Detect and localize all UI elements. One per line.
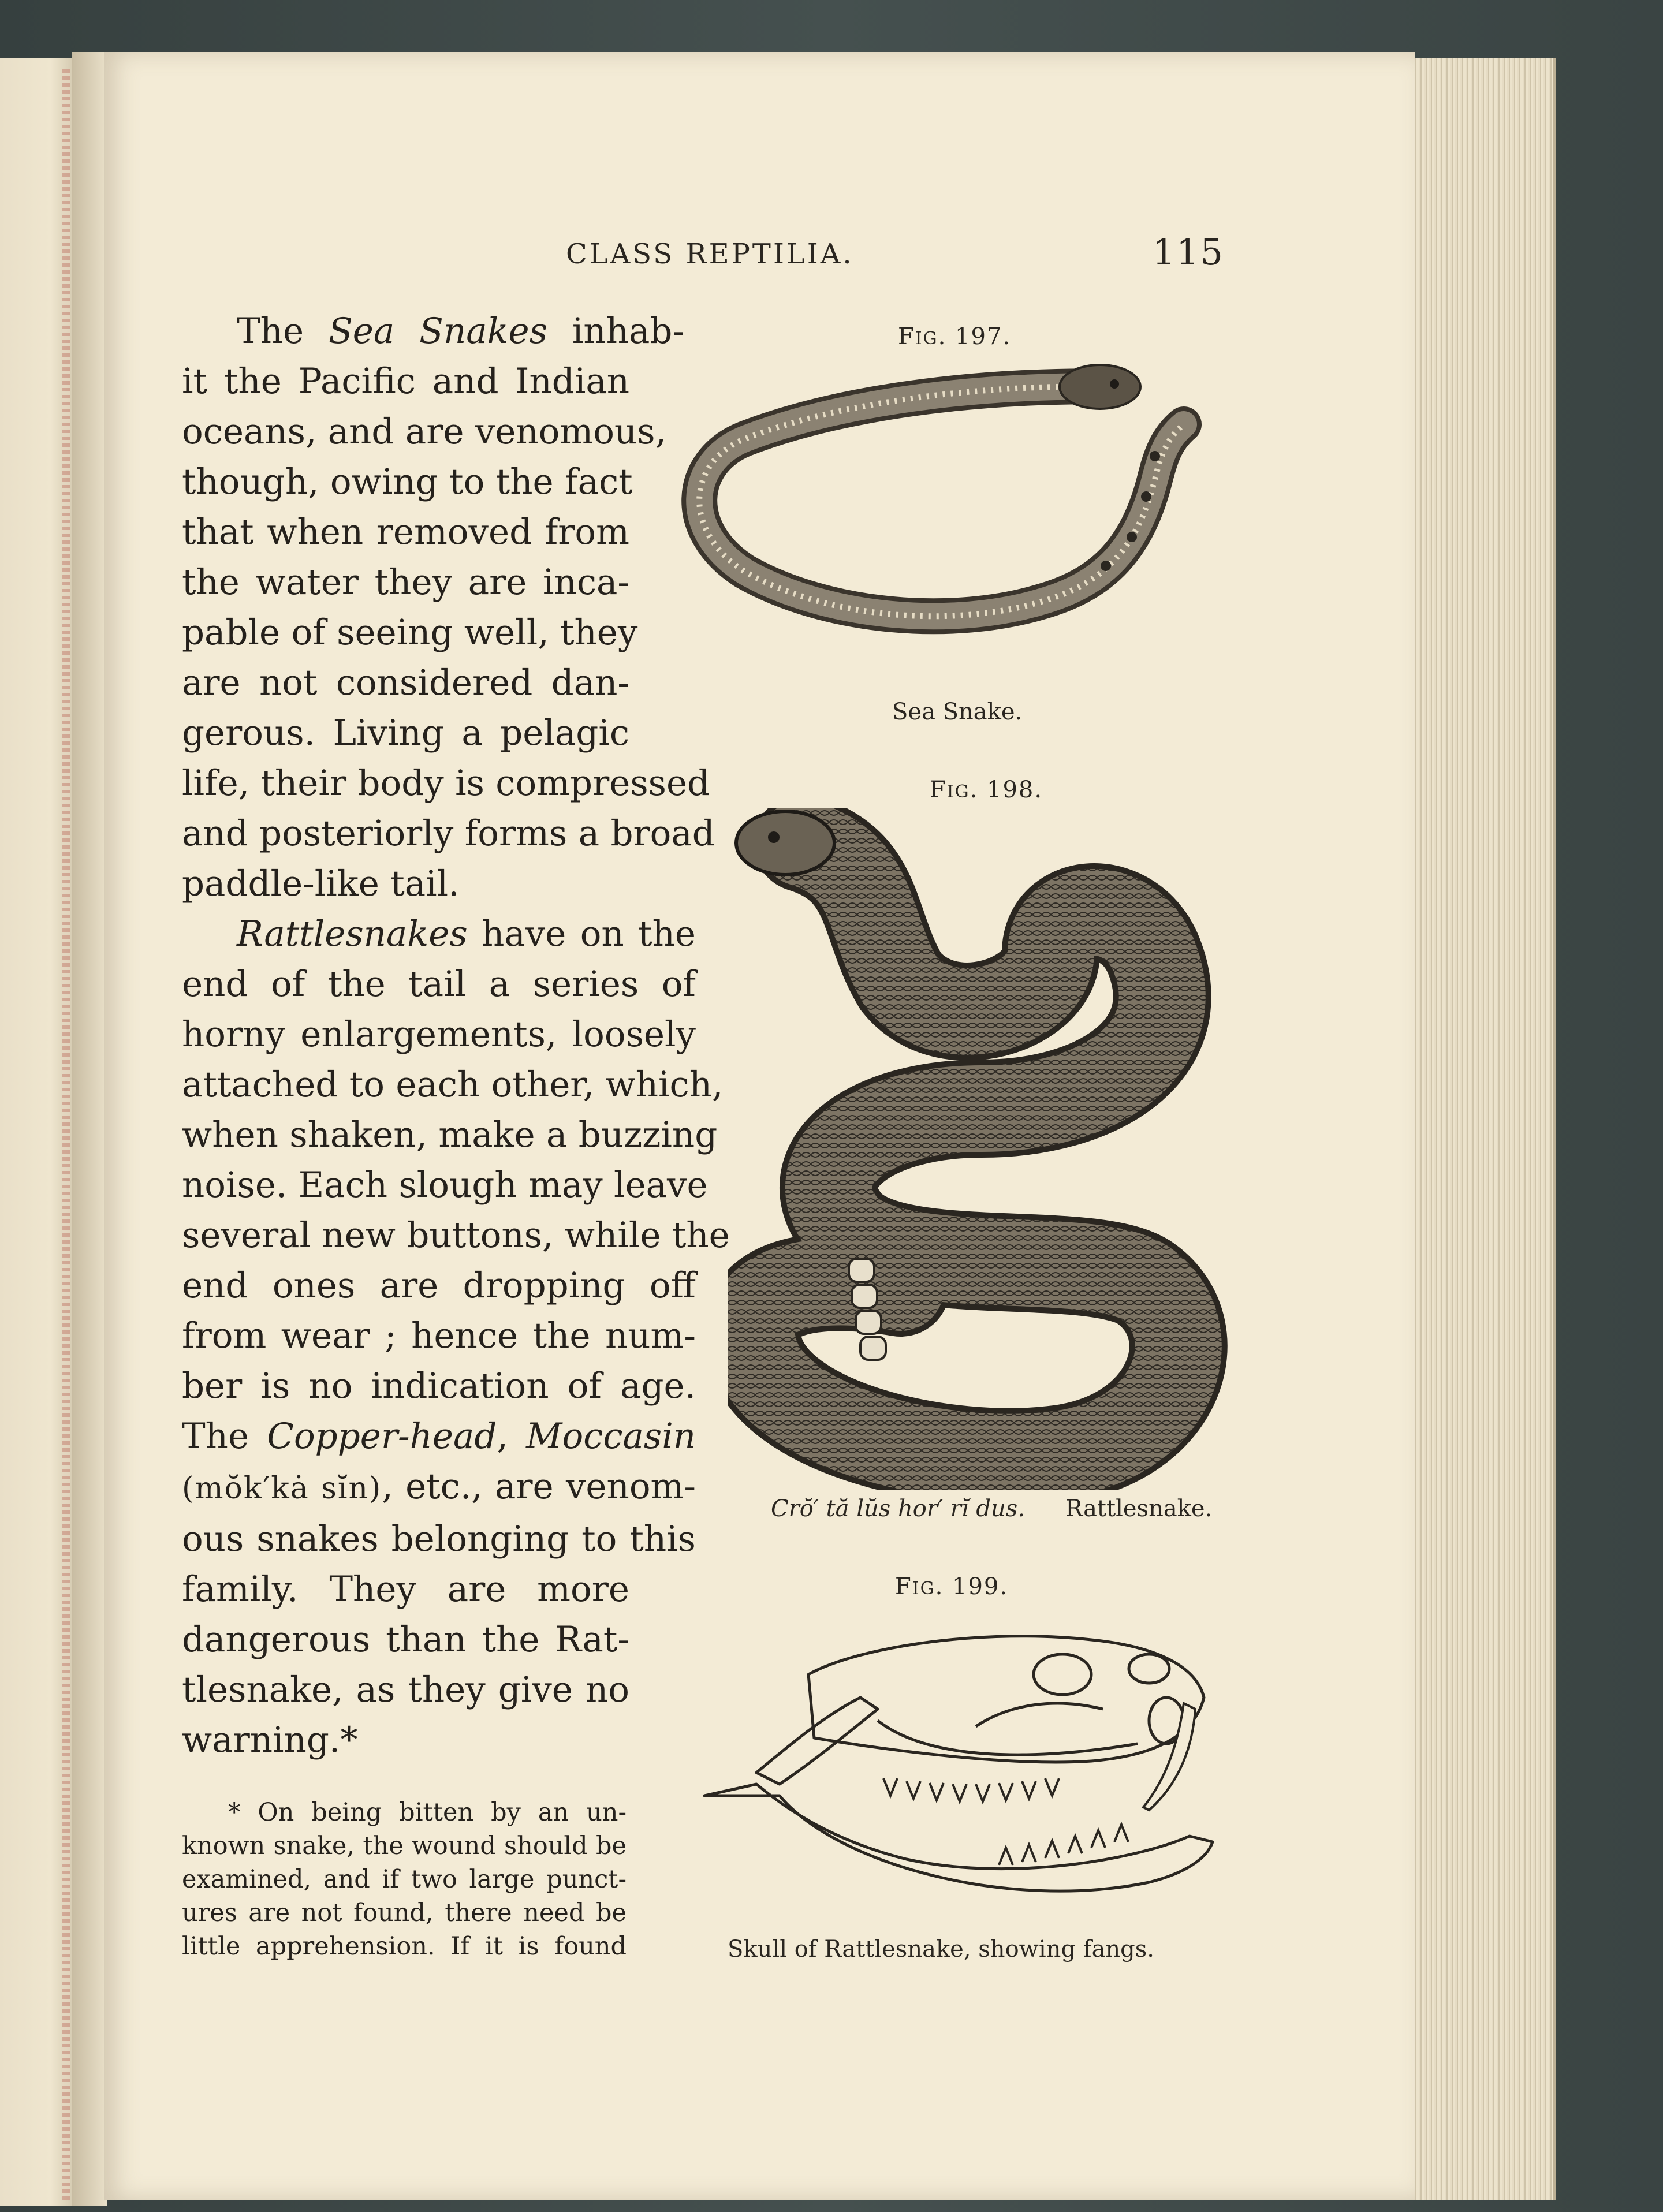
text-line: it the Pacific and Indian <box>182 361 629 402</box>
figure-197-label: FIG. 197. <box>898 323 1012 350</box>
scientific-name: Crŏ′ tă lŭs hor′ rĭ dus. <box>771 1495 1026 1522</box>
text-line: (mŏk′kȧ sĭn), etc., are venom- <box>182 1466 696 1507</box>
footnote-line: little apprehension. If it is found <box>182 1932 627 1961</box>
rattlesnake-illustration <box>728 808 1236 1490</box>
footnote-line: examined, and if two large punct- <box>182 1865 627 1894</box>
text-line: ous snakes belonging to this <box>182 1519 696 1560</box>
figure-199-label: FIG. 199. <box>895 1573 1009 1600</box>
text-line: and posteriorly forms a broad <box>182 813 715 854</box>
text-line: end ones are dropping off <box>182 1265 696 1306</box>
term-rattlesnakes: Rattlesnakes <box>237 913 468 954</box>
text-line: paddle-like tail. <box>182 863 460 904</box>
running-head: CLASS REPTILIA. <box>566 238 854 270</box>
gutter <box>72 52 107 2206</box>
body-text <box>182 306 730 1765</box>
text-line: attached to each other, which, <box>182 1064 724 1105</box>
footnote <box>182 1796 627 1963</box>
text-line: Rattlesnakes have on the <box>237 913 696 954</box>
text-line: The Sea Snakes inhab- <box>237 311 684 352</box>
text-line: horny enlargements, loosely <box>182 1014 696 1055</box>
text-line: are not considered dan- <box>182 662 629 703</box>
text-line: The Copper-head, Moccasin <box>182 1416 696 1457</box>
text-line: several new buttons, while the <box>182 1215 730 1256</box>
term-copper-head: Copper-head <box>267 1416 497 1457</box>
text-line: pable of seeing well, they <box>182 612 638 653</box>
rattlesnake-skull-illustration <box>687 1611 1224 1934</box>
text-line: life, their body is compressed <box>182 763 710 804</box>
text-line: that when removed from <box>182 512 629 553</box>
page-number: 115 <box>1152 231 1224 273</box>
text-line: the water they are inca- <box>182 562 629 603</box>
footnote-line: known snake, the wound should be <box>182 1831 627 1860</box>
sea-snake-illustration <box>676 358 1230 693</box>
text-line: from wear ; hence the num- <box>182 1315 696 1356</box>
term-moccasin: Moccasin <box>526 1416 696 1457</box>
page-stack-edge <box>1403 58 1556 2200</box>
text-line: tlesnake, as they give no <box>182 1669 629 1710</box>
text-line: dangerous than the Rat- <box>182 1619 629 1660</box>
left-page-stained-edge <box>62 69 70 2200</box>
figure-197-caption: Sea Snake. <box>892 699 1023 725</box>
figure-199-caption: Skull of Rattlesnake, showing fangs. <box>728 1936 1155 1963</box>
text-line: ber is no indication of age. <box>182 1366 696 1407</box>
text-line: though, owing to the fact <box>182 461 633 502</box>
footnote-line: ures are not found, there need be <box>182 1898 627 1927</box>
figure-198-label: FIG. 198. <box>930 777 1043 803</box>
text-line: when shaken, make a buzzing <box>182 1114 718 1155</box>
text-line: warning.* <box>182 1719 358 1760</box>
text-line: noise. Each slough may leave <box>182 1165 708 1206</box>
text-line: end of the tail a series of <box>182 964 696 1005</box>
figure-198-caption: Crŏ′ tă lŭs hor′ rĭ dus. Rattlesnake. <box>771 1495 1213 1522</box>
footnote-line: * On being bitten by an un- <box>228 1798 627 1827</box>
term-sea-snakes: Sea Snakes <box>328 311 547 352</box>
text-line: gerous. Living a pelagic <box>182 713 629 754</box>
text-line: oceans, and are venomous, <box>182 411 666 452</box>
pronunciation: (mŏk′kȧ sĭn) <box>182 1471 382 1506</box>
text-line: family. They are more <box>182 1569 629 1610</box>
